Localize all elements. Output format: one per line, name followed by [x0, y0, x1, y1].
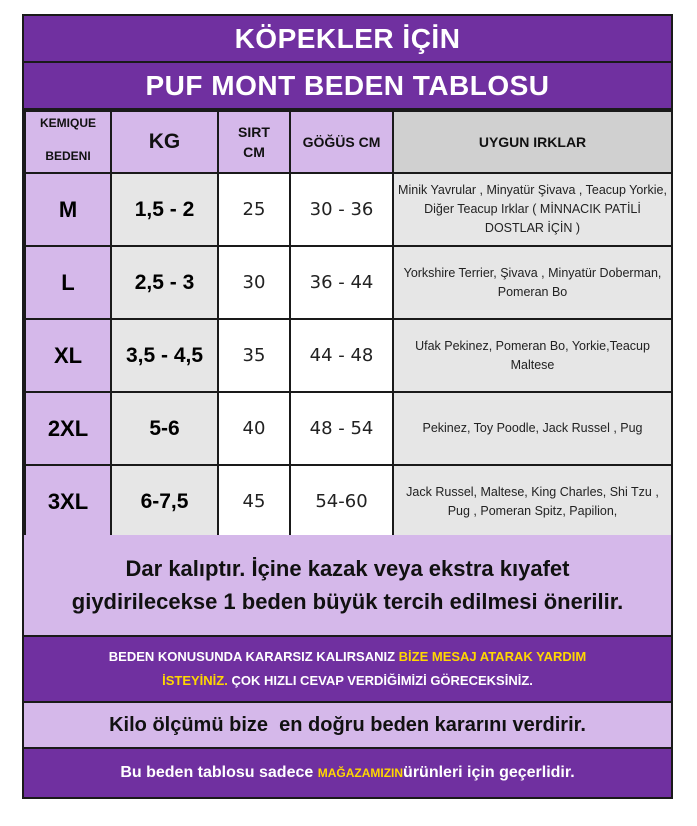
- chart-title-text: KÖPEKLER İÇİN: [234, 22, 461, 54]
- weight-note: [24, 703, 671, 749]
- header-back-line1: SIRT: [238, 124, 270, 140]
- header-size-line1: KEMIQUE: [39, 116, 96, 130]
- fit-note-line2: giydirilecekse 1 beden büyük tercih edilmesi önerilir.: [71, 589, 624, 614]
- chart-subtitle-text: PUF MONT BEDEN TABLOSU: [145, 69, 550, 101]
- fit-note-line1: Dar kalıptır. İçine kazak veya ekstra kıyafet: [125, 556, 570, 581]
- size-advice: [24, 637, 671, 703]
- back-cell: 35: [218, 319, 290, 392]
- table-row: [25, 173, 672, 246]
- back-cell: 30: [218, 246, 290, 319]
- size-advice-text-2: ÇOK HIZLI CEVAP VERDİĞİMİZİ GÖRECEKSİNİZ.: [227, 673, 533, 688]
- back-cell: 45: [218, 465, 290, 538]
- chest-cell: 48 - 54: [290, 392, 393, 465]
- table-row: [25, 465, 672, 538]
- footer-text-2: ürünleri için geçerlidir.: [403, 764, 575, 781]
- size-advice-text: BEDEN KONUSUNDA KARARSIZ KALIRSANIZ: [108, 649, 399, 664]
- size-cell: 2XL: [25, 392, 111, 465]
- header-breeds: UYGUN IRKLAR: [393, 111, 672, 173]
- kg-cell: 2,5 - 3: [111, 246, 218, 319]
- back-cell: 40: [218, 392, 290, 465]
- chart-title: [24, 16, 671, 63]
- chest-cell: 44 - 48: [290, 319, 393, 392]
- kg-cell: 5-6: [111, 392, 218, 465]
- breeds-cell: Yorkshire Terrier, Şivava , Minyatür Doberman, Pomeran Bo: [393, 246, 672, 319]
- size-advice-highlight: BİZE MESAJ ATARAK YARDIM: [398, 649, 587, 664]
- breeds-cell: Jack Russel, Maltese, King Charles, Shi Tzu , Pug , Pomeran Spitz, Papilion,: [393, 465, 672, 538]
- table-row: [25, 392, 672, 465]
- size-advice-highlight-2: İSTEYİNİZ.: [162, 673, 228, 688]
- breeds-cell: Minik Yavrular , Minyatür Şivava , Teacup Yorkie, Diğer Teacup Irklar ( MİNNACIK PATİLİ DOSTLAR İÇİN ): [393, 173, 672, 246]
- header-chest: GÖĞÜS CM: [290, 111, 393, 173]
- weight-note-text: Kilo ölçümü bize en doğru beden kararını verdirir.: [109, 713, 586, 736]
- size-cell: M: [25, 173, 111, 246]
- kg-cell: 6-7,5: [111, 465, 218, 538]
- header-back-line2: CM: [243, 144, 265, 160]
- size-cell: L: [25, 246, 111, 319]
- footer-text: Bu beden tablosu sadece: [120, 764, 318, 781]
- chest-cell: 54-60: [290, 465, 393, 538]
- size-advice-line1: [109, 645, 586, 669]
- table-row: [25, 246, 672, 319]
- footer-store-highlight: MAĞAZAMIZIN: [317, 766, 404, 780]
- size-advice-line2: [162, 669, 533, 693]
- breeds-cell: Pekinez, Toy Poodle, Jack Russel , Pug: [393, 392, 672, 465]
- fit-note: [24, 535, 671, 637]
- size-cell: 3XL: [25, 465, 111, 538]
- table-row: [25, 319, 672, 392]
- back-cell: 25: [218, 173, 290, 246]
- header-kg: KG: [111, 111, 218, 173]
- chest-cell: 36 - 44: [290, 246, 393, 319]
- header-size: [25, 111, 111, 173]
- kg-cell: 3,5 - 4,5: [111, 319, 218, 392]
- table-header-row: [25, 111, 672, 173]
- header-size-line2: BEDENI: [45, 149, 91, 163]
- size-table: [24, 110, 673, 539]
- breeds-cell: Ufak Pekinez, Pomeran Bo, Yorkie,Teacup Maltese: [393, 319, 672, 392]
- kg-cell: 1,5 - 2: [111, 173, 218, 246]
- chest-cell: 30 - 36: [290, 173, 393, 246]
- header-back: [218, 111, 290, 173]
- footer-note: [24, 749, 671, 797]
- chart-subtitle: [24, 63, 671, 110]
- size-chart: [22, 14, 673, 799]
- size-cell: XL: [25, 319, 111, 392]
